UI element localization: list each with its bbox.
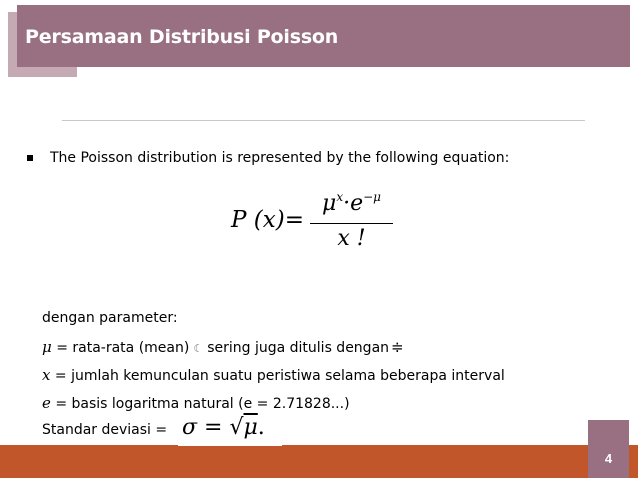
formula-period: . (257, 415, 265, 440)
sqrt-mu: μ (243, 415, 258, 440)
numerator-exponent-neg-mu: −μ (363, 190, 381, 204)
page-number: 4 (604, 451, 613, 466)
bullet-text: The Poisson distribution is represented by the following equation: (50, 150, 510, 166)
footer-bar (0, 445, 638, 478)
mu-symbol: μ (42, 338, 52, 356)
std-formula-text (182, 415, 265, 440)
bullet-marker (27, 155, 33, 161)
equation-lhs: P (x)= (231, 207, 304, 233)
slide-title: Persamaan Distribusi Poisson (25, 26, 339, 48)
mu-description: = rata-rata (mean) (51, 340, 190, 356)
equation-numerator (310, 190, 393, 216)
parameter-heading: dengan parameter: (42, 310, 178, 326)
poisson-equation (225, 190, 405, 250)
approx-glyph-icon: ≑ (391, 338, 404, 356)
x-description: = jumlah kemunculan suatu peristiwa selama beberapa interval (50, 368, 505, 384)
std-deviation-formula (178, 415, 282, 446)
mu-description-2: sering juga ditulis dengan (207, 340, 390, 356)
mu-glyph-icon: ☾ (193, 342, 204, 355)
numerator-e: e (350, 191, 364, 216)
e-symbol: e (42, 394, 51, 412)
numerator-exponent-x: x (336, 190, 344, 204)
numerator-mu: μ (322, 191, 337, 216)
e-description: = basis logaritma natural (e = 2.71828...) (50, 396, 350, 412)
fraction-bar (310, 223, 393, 224)
equation-denominator: x ! (337, 226, 366, 251)
numerator-dot: · (343, 191, 351, 216)
page-number-box (588, 420, 629, 478)
sigma-symbol: σ (182, 415, 198, 440)
std-deviation-label: Standar deviasi = (42, 422, 168, 438)
parameter-e (42, 394, 350, 412)
parameter-mu (42, 338, 404, 356)
equals-sqrt: = √ (197, 415, 244, 440)
x-symbol: x (42, 366, 51, 384)
divider-line (62, 120, 585, 121)
parameter-x (42, 366, 505, 384)
